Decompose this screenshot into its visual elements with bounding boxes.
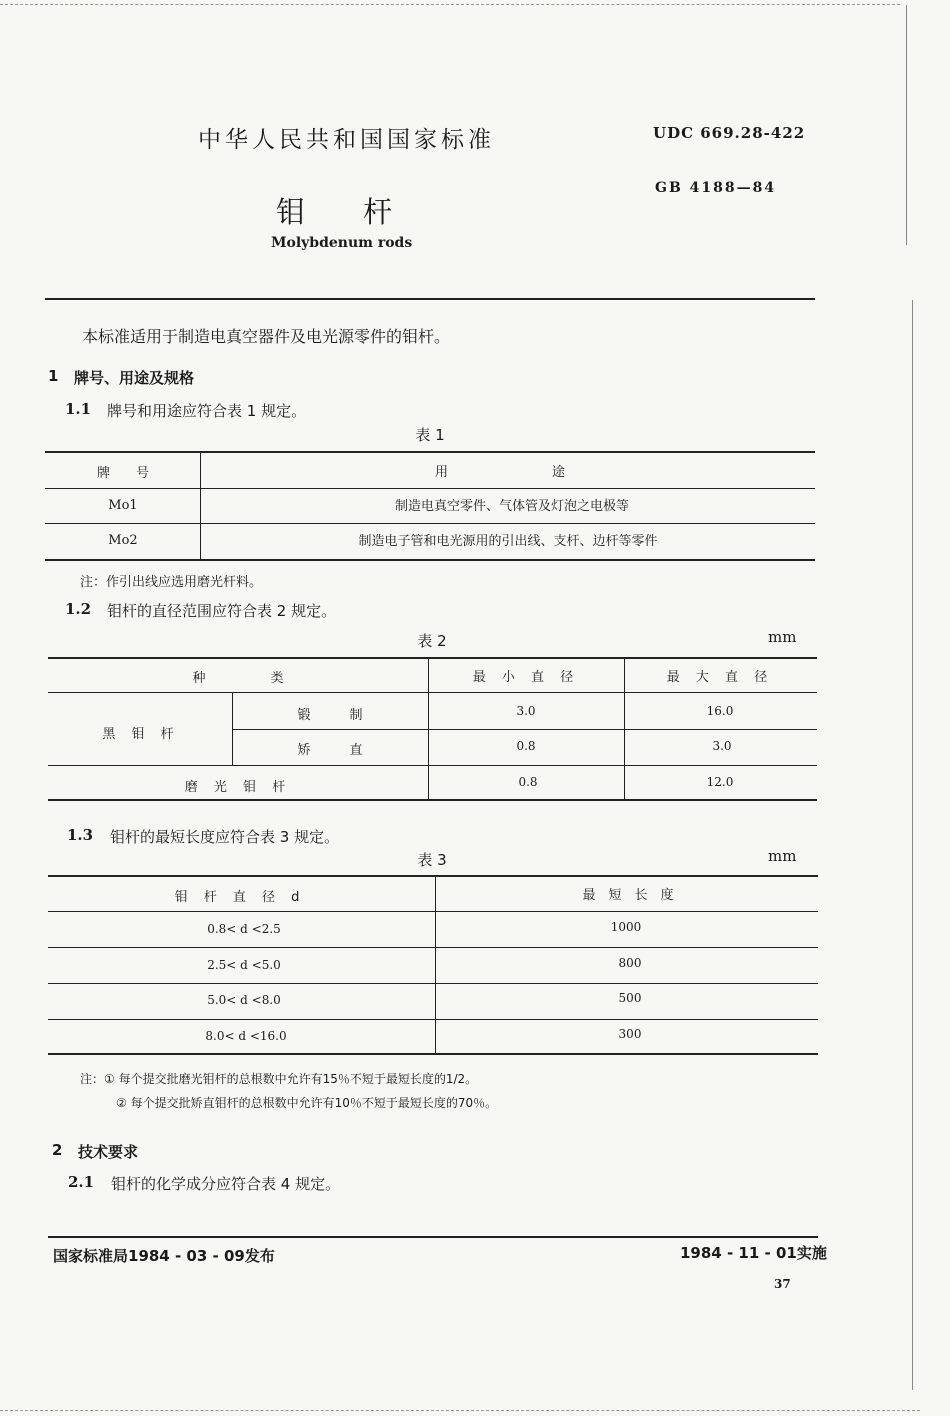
clause-2-1-text: 钼杆的化学成分应符合表 4 规定。 <box>111 1175 341 1193</box>
clause-1-3-text: 钼杆的最短长度应符合表 3 规定。 <box>110 828 340 846</box>
intro-text: 本标准适用于制造电真空器件及电光源零件的钼杆。 <box>82 327 451 346</box>
table-1-col-divider <box>200 452 201 559</box>
page-number: 37 <box>774 1277 791 1291</box>
table-1-cell-usage: 制造电真空零件、气体管及灯泡之电极等 <box>394 499 630 514</box>
table-3-cell-length: 500 <box>618 991 642 1005</box>
table-3-col-divider <box>435 876 436 1053</box>
table-1-header-usage: 用 途 <box>434 465 566 480</box>
table-1-cell-grade: Mo2 <box>108 533 138 548</box>
table-2-unit: mm <box>768 628 797 646</box>
gb-number: GB 4188—84 <box>655 180 777 196</box>
clause-1-3-number: 1.3 <box>67 826 94 844</box>
table-1-top-rule <box>45 451 815 453</box>
clause-1-2-number: 1.2 <box>65 600 92 618</box>
table-3-cell-length: 300 <box>618 1027 642 1041</box>
page-title: 钼 杆 <box>276 195 393 229</box>
table-3-cell-diameter: 5.0< d <8.0 <box>207 993 281 1007</box>
clause-1-1-text: 牌号和用途应符合表 1 规定。 <box>107 402 307 420</box>
section-1-number: 1 <box>48 367 59 385</box>
table-2-bottom-rule <box>48 799 817 801</box>
table-3-rule <box>48 911 818 912</box>
table-2-top-rule <box>48 657 817 659</box>
table-1-header-grade: 牌 号 <box>96 466 150 481</box>
table-3-bottom-rule <box>48 1053 818 1055</box>
scan-edge-line <box>906 5 907 245</box>
scan-top-edge <box>0 4 900 5</box>
table-2-rule <box>232 729 817 730</box>
clause-1-1-number: 1.1 <box>65 400 92 418</box>
section-2-heading: 技术要求 <box>78 1143 139 1161</box>
clause-2-1-number: 2.1 <box>68 1173 95 1191</box>
table-3-cell-length: 1000 <box>610 920 642 934</box>
table-2-caption: 表 2 <box>417 632 447 650</box>
footer-rule <box>48 1236 818 1238</box>
table-2-group-label: 黑 钼 杆 <box>102 727 180 742</box>
org-title: 中华人民共和国国家标准 <box>198 127 495 153</box>
table-2-cell-max: 3.0 <box>712 739 732 753</box>
scan-edge-line <box>912 300 913 1390</box>
table-2-cell-type: 矫 直 <box>297 743 363 758</box>
table-2-cell-min: 0.8 <box>516 739 536 753</box>
table-3-cell-length: 800 <box>618 956 642 970</box>
table-3-header-diameter: 钼 杆 直 径 d <box>174 890 306 905</box>
table-3-note-1: 注：① 每个提交批磨光钼杆的总根数中允许有15％不短于最短长度的1/2。 <box>80 1072 478 1086</box>
table-2-cell-type: 磨 光 钼 杆 <box>184 780 292 795</box>
table-1-cell-usage: 制造电子管和电光源用的引出线、支杆、边杆等零件 <box>358 534 658 549</box>
table-3-caption: 表 3 <box>417 851 447 869</box>
table-2-cell-type: 锻 制 <box>297 708 363 723</box>
clause-1-2-text: 钼杆的直径范围应符合表 2 规定。 <box>107 602 337 620</box>
table-3-rule <box>48 947 818 948</box>
header-rule <box>45 298 815 300</box>
table-2-col-divider <box>428 658 429 799</box>
table-2-rule <box>48 692 817 693</box>
table-1-rule <box>45 523 815 524</box>
table-1-cell-grade: Mo1 <box>108 498 138 513</box>
table-2-header-type: 种 类 <box>192 671 284 686</box>
section-1-heading: 牌号、用途及规格 <box>74 369 195 387</box>
issued-date: 国家标准局1984 - 03 - 09发布 <box>53 1247 275 1265</box>
table-3-top-rule <box>48 875 818 877</box>
table-1-rule <box>45 488 815 489</box>
table-2-rule <box>48 765 817 766</box>
effective-date: 1984 - 11 - 01实施 <box>680 1244 827 1262</box>
table-2-cell-max: 12.0 <box>706 775 734 789</box>
table-3-cell-diameter: 0.8< d <2.5 <box>207 922 281 936</box>
table-1-caption: 表 1 <box>415 426 445 444</box>
table-2-col-divider <box>624 658 625 799</box>
table-1-bottom-rule <box>45 559 815 561</box>
table-3-note-2: ② 每个提交批矫直钼杆的总根数中允许有10％不短于最短长度的70％。 <box>116 1096 498 1110</box>
table-2-col-divider <box>232 692 233 765</box>
title-english: Molybdenum rods <box>271 235 413 251</box>
udc-code: UDC 669.28-422 <box>653 124 806 142</box>
table-2-header-max: 最 大 直 径 <box>666 670 774 685</box>
table-3-cell-diameter: 8.0< d <16.0 <box>205 1029 287 1043</box>
table-3-unit: mm <box>768 847 797 865</box>
table-2-header-min: 最 小 直 径 <box>472 670 580 685</box>
table-2-cell-min: 0.8 <box>518 775 538 789</box>
table-3-rule <box>48 983 818 984</box>
table-3-header-length: 最 短 长 度 <box>582 888 674 903</box>
section-2-number: 2 <box>52 1141 63 1159</box>
table-3-rule <box>48 1019 818 1020</box>
scan-bottom-edge <box>0 1410 920 1411</box>
table-1-note: 注：作引出线应选用磨光杆料。 <box>80 575 263 590</box>
table-2-cell-min: 3.0 <box>516 704 536 718</box>
table-2-cell-max: 16.0 <box>706 704 734 718</box>
table-3-cell-diameter: 2.5< d <5.0 <box>207 958 281 972</box>
